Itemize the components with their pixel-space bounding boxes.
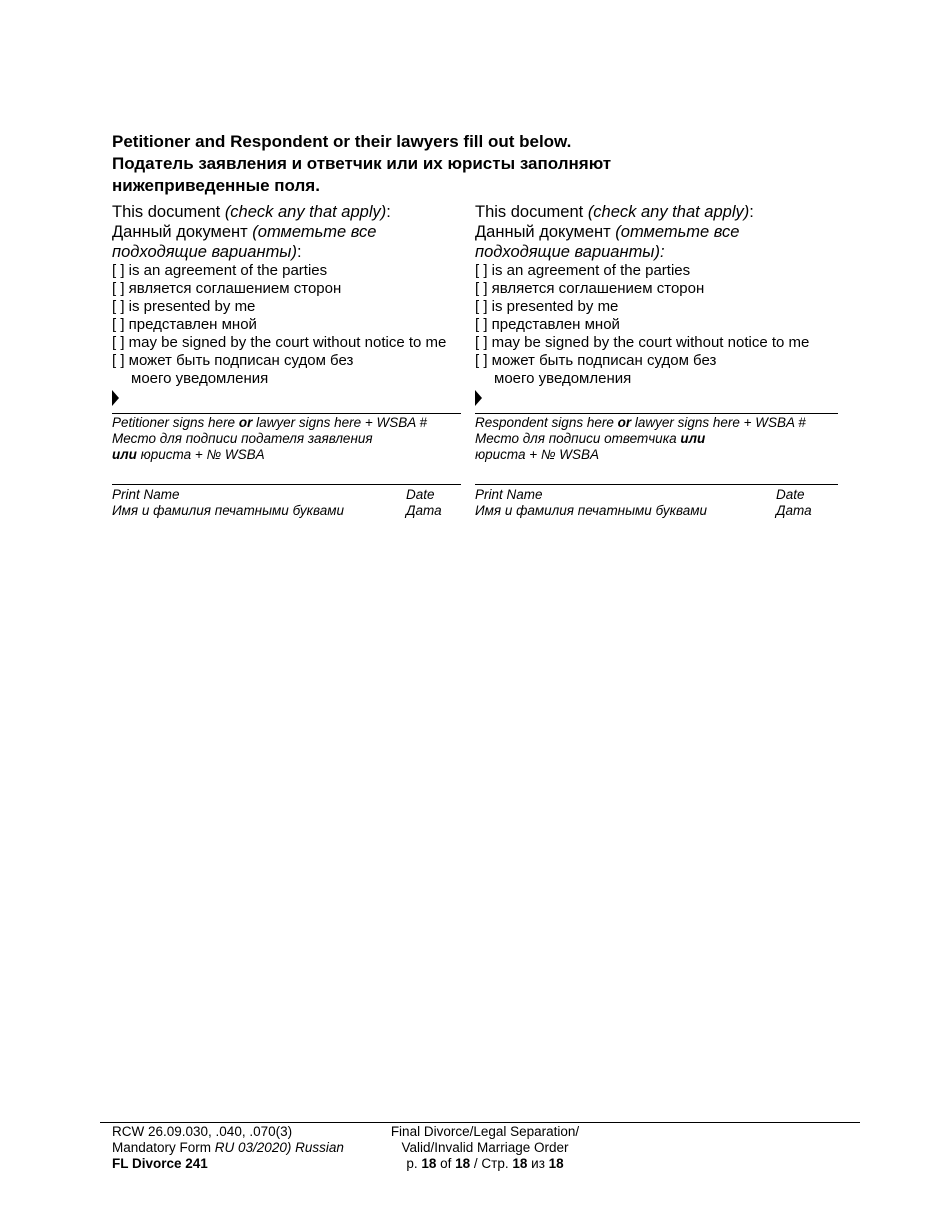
footer-title-line2: Valid/Invalid Marriage Order xyxy=(401,1140,569,1155)
heading-english: Petitioner and Respondent or their lawyers fill out below. xyxy=(112,132,572,151)
checkbox-without-notice[interactable]: [ ] may be signed by the court without notice to me xyxy=(475,334,810,351)
checkbox-agreement[interactable]: [ ] is an agreement of the parties xyxy=(475,262,691,279)
print-name-label: Print Name xyxy=(112,487,180,502)
doc-label-english: This document (check any that apply): xyxy=(112,203,391,221)
date-label-ru: Дата xyxy=(776,503,812,518)
footer-title-line1: Final Divorce/Legal Separation/ xyxy=(390,1124,580,1139)
print-name-line[interactable] xyxy=(112,484,461,485)
doc-label-russian-cont: подходящие варианты): xyxy=(475,243,665,261)
print-name-row xyxy=(112,487,435,503)
doc-label-russian: Данный документ (отметьте все xyxy=(112,223,377,241)
footer-document-title xyxy=(370,1124,600,1172)
footer-mandatory-form: Mandatory Form RU 03/2020) Russian xyxy=(112,1140,344,1155)
print-name-label-ru: Имя и фамилия печатными буквами xyxy=(475,503,708,518)
print-name-row-ru xyxy=(475,503,812,519)
footer-rcw: RCW 26.09.030, .040, .070(3) xyxy=(112,1124,293,1139)
footer-page-number: p. 18 of 18 / Стр. 18 из 18 xyxy=(406,1156,564,1171)
signature-line[interactable] xyxy=(112,413,461,414)
checkbox-without-notice-ru[interactable]: [ ] может быть подписан судом без xyxy=(475,352,717,369)
date-label: Date xyxy=(406,487,435,502)
checkbox-agreement-ru[interactable]: [ ] является соглашением сторон xyxy=(475,280,705,297)
print-name-line[interactable] xyxy=(475,484,838,485)
print-name-row-ru xyxy=(112,503,442,519)
doc-label-russian-cont: подходящие варианты): xyxy=(112,243,302,261)
footer-divider xyxy=(100,1122,860,1123)
respondent-column xyxy=(475,202,840,518)
signature-line[interactable] xyxy=(475,413,838,414)
sign-here-arrow-icon xyxy=(475,390,482,406)
footer-form-info xyxy=(112,1124,344,1172)
date-label: Date xyxy=(776,487,805,502)
checkbox-agreement[interactable]: [ ] is an agreement of the parties xyxy=(112,262,328,279)
footer-form-id: FL Divorce 241 xyxy=(112,1156,208,1171)
checkbox-presented-ru[interactable]: [ ] представлен мной xyxy=(475,316,620,333)
signature-label: Respondent signs here or lawyer signs here + WSBA # Место для подписи ответчика или юриста + № WSBA xyxy=(475,415,806,462)
print-name-row xyxy=(475,487,805,503)
signature-label: Petitioner signs here or lawyer signs here + WSBA # Место для подписи подателя заявления или юриста + № WSBA xyxy=(112,415,428,462)
checkbox-without-notice-ru-cont: моего уведомления xyxy=(131,370,269,387)
petitioner-column xyxy=(112,202,462,518)
checkbox-without-notice-ru[interactable]: [ ] может быть подписан судом без xyxy=(112,352,354,369)
section-heading xyxy=(112,131,832,197)
print-name-label-ru: Имя и фамилия печатными буквами xyxy=(112,503,345,518)
checkbox-without-notice[interactable]: [ ] may be signed by the court without notice to me xyxy=(112,334,447,351)
doc-label-english: This document (check any that apply): xyxy=(475,203,754,221)
checkbox-presented-ru[interactable]: [ ] представлен мной xyxy=(112,316,257,333)
doc-label-russian: Данный документ (отметьте все xyxy=(475,223,740,241)
heading-russian-line2: нижеприведенные поля. xyxy=(112,176,320,195)
checkbox-without-notice-ru-cont: моего уведомления xyxy=(494,370,632,387)
checkbox-agreement-ru[interactable]: [ ] является соглашением сторон xyxy=(112,280,342,297)
print-name-label: Print Name xyxy=(475,487,543,502)
checkbox-presented[interactable]: [ ] is presented by me xyxy=(112,298,256,315)
date-label-ru: Дата xyxy=(406,503,442,518)
checkbox-presented[interactable]: [ ] is presented by me xyxy=(475,298,619,315)
heading-russian-line1: Податель заявления и ответчик или их юристы заполняют xyxy=(112,154,612,173)
sign-here-arrow-icon xyxy=(112,390,119,406)
